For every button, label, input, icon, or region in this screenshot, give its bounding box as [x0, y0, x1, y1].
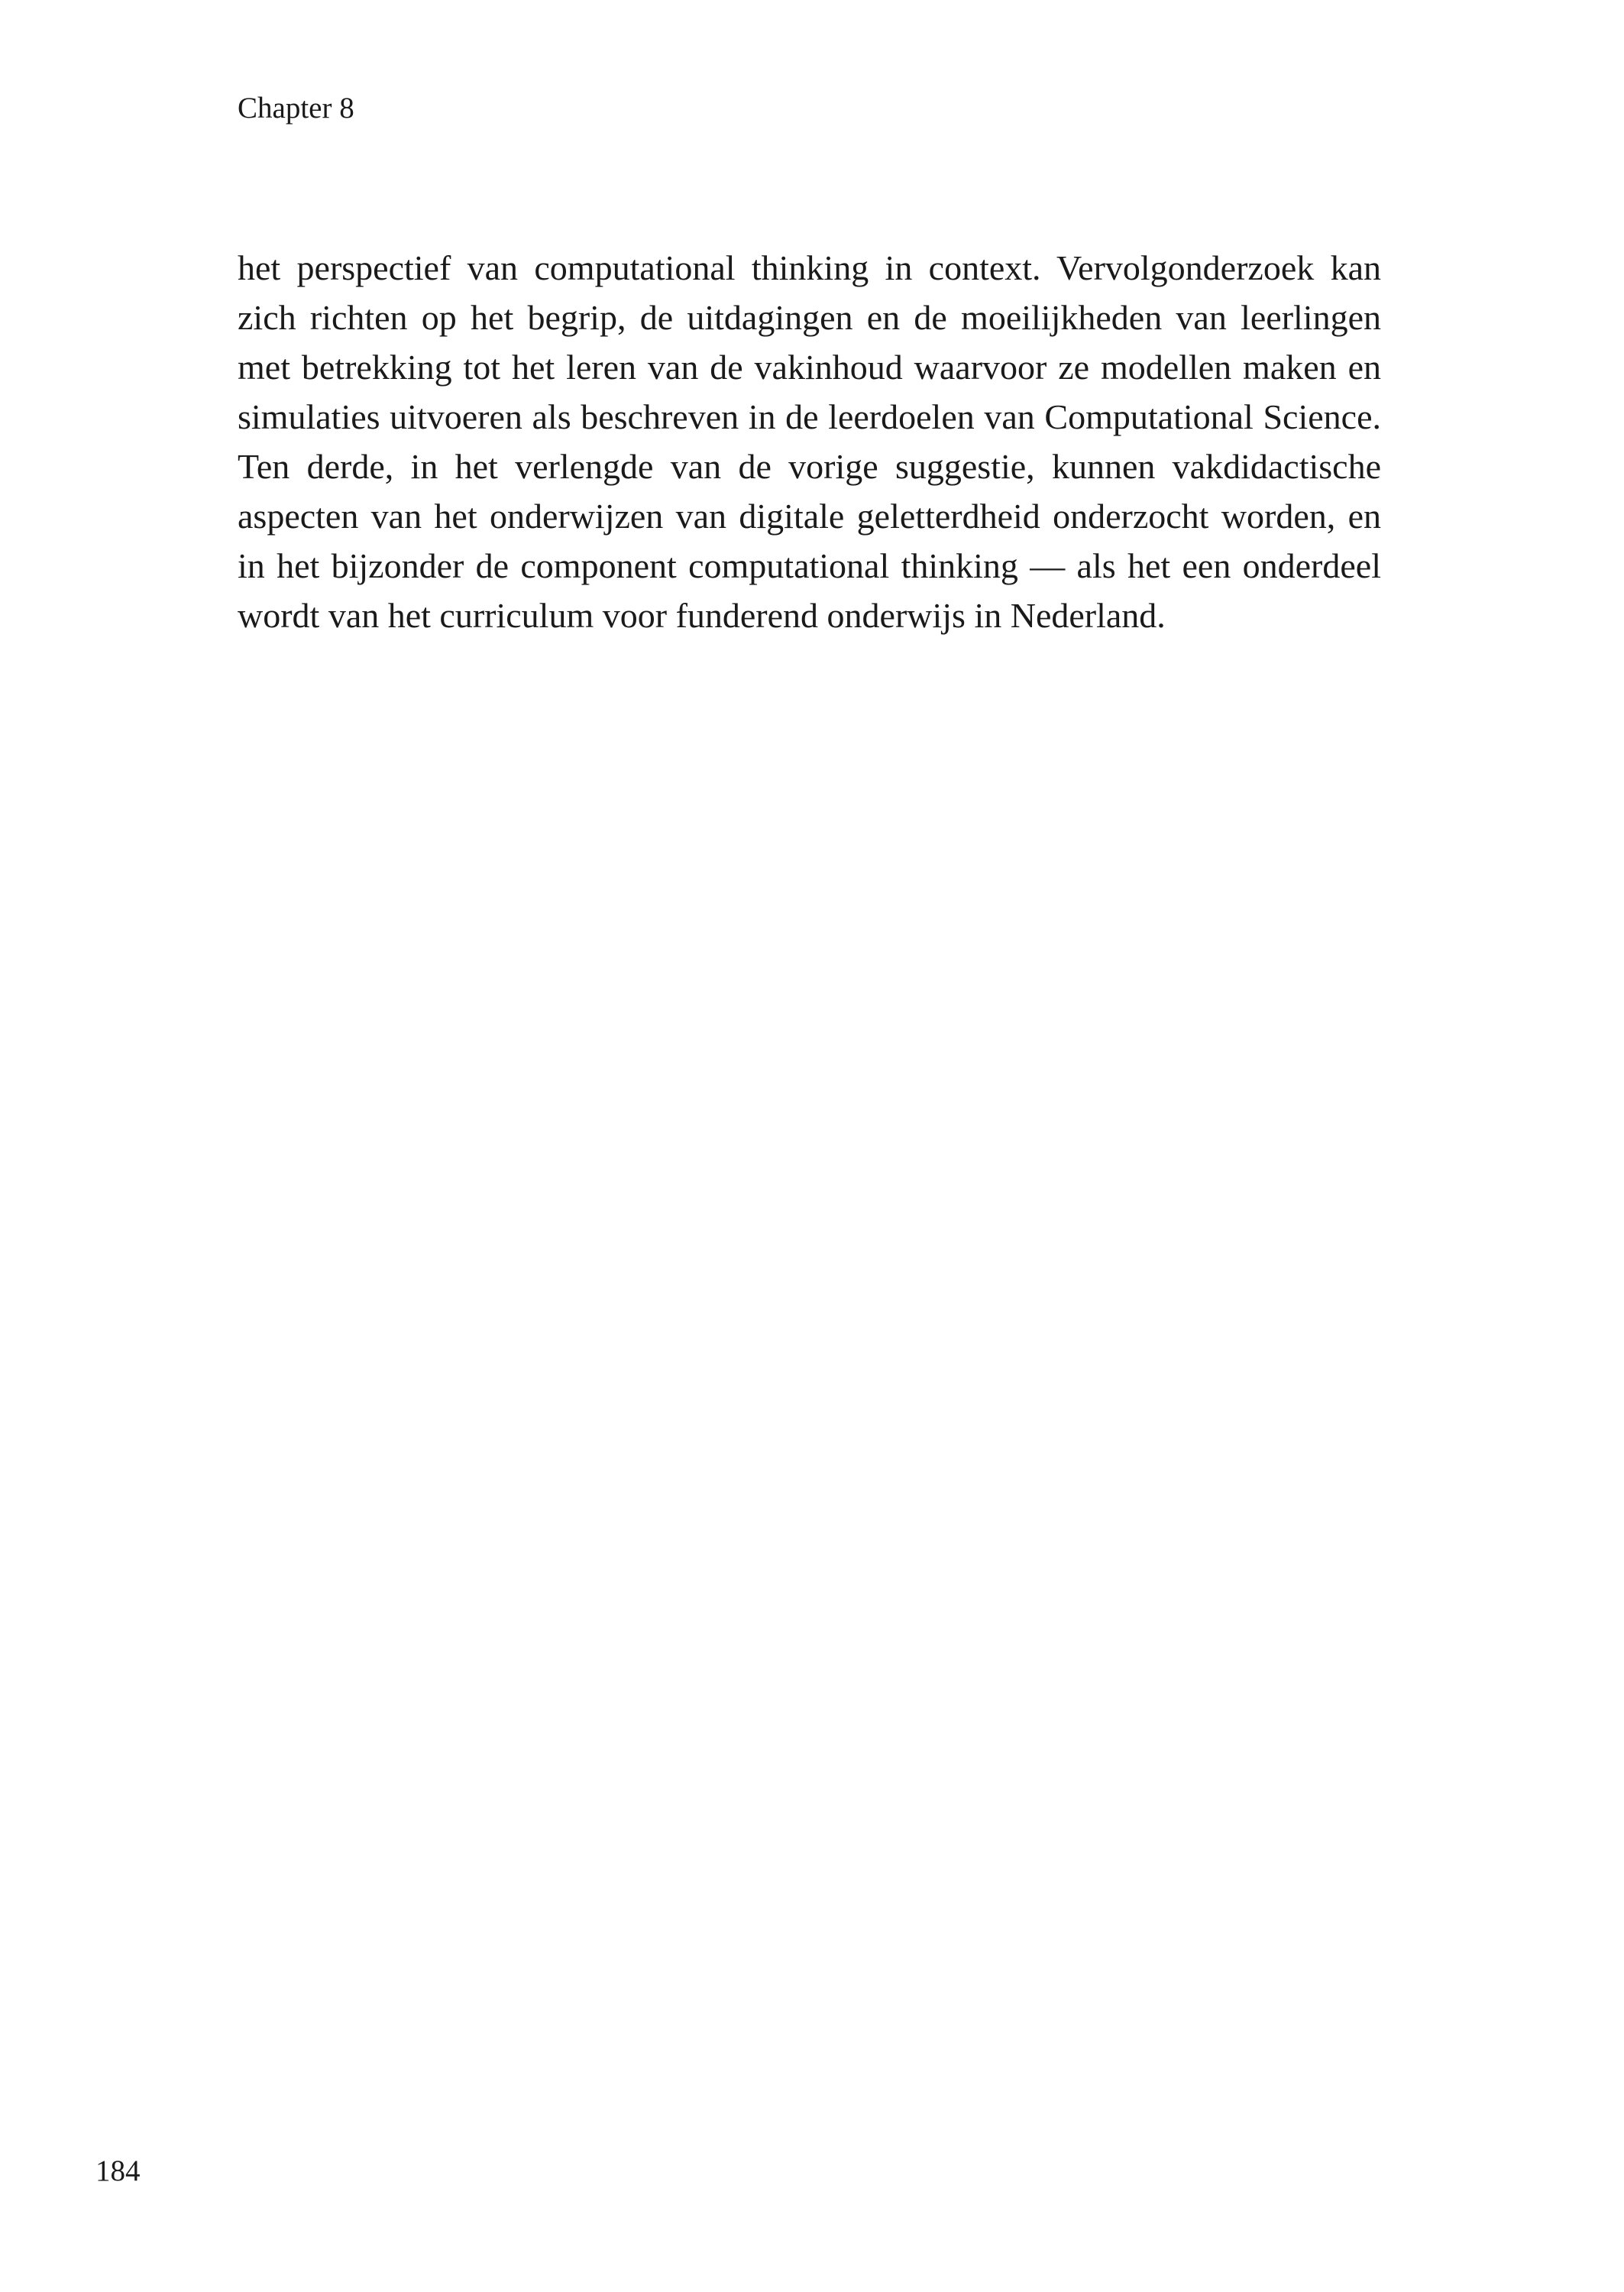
paragraph-line: het perspectief van computational thinking in context. Vervolgonderzoek kan	[238, 248, 1381, 287]
body-paragraph	[238, 243, 1381, 640]
paragraph-line: wordt van het curriculum voor funderend onderwijs in Nederland.	[238, 596, 1166, 635]
paragraph-line: zich richten op het begrip, de uitdagingen en de moeilijkheden van leerlingen	[238, 298, 1381, 337]
running-header: Chapter 8	[238, 92, 354, 125]
page-number: 184	[95, 2154, 141, 2187]
paragraph-line: simulaties uitvoeren als beschreven in de leerdoelen van Computational Science.	[238, 397, 1381, 436]
paragraph-line: met betrekking tot het leren van de vakinhoud waarvoor ze modellen maken en	[238, 348, 1381, 387]
paragraph-line: aspecten van het onderwijzen van digitale geletterdheid onderzocht worden, en	[238, 497, 1381, 536]
paragraph-line: Ten derde, in het verlengde van de vorige suggestie, kunnen vakdidactische	[238, 447, 1381, 486]
paragraph-line: in het bijzonder de component computational thinking — als het een onderdeel	[238, 546, 1381, 585]
